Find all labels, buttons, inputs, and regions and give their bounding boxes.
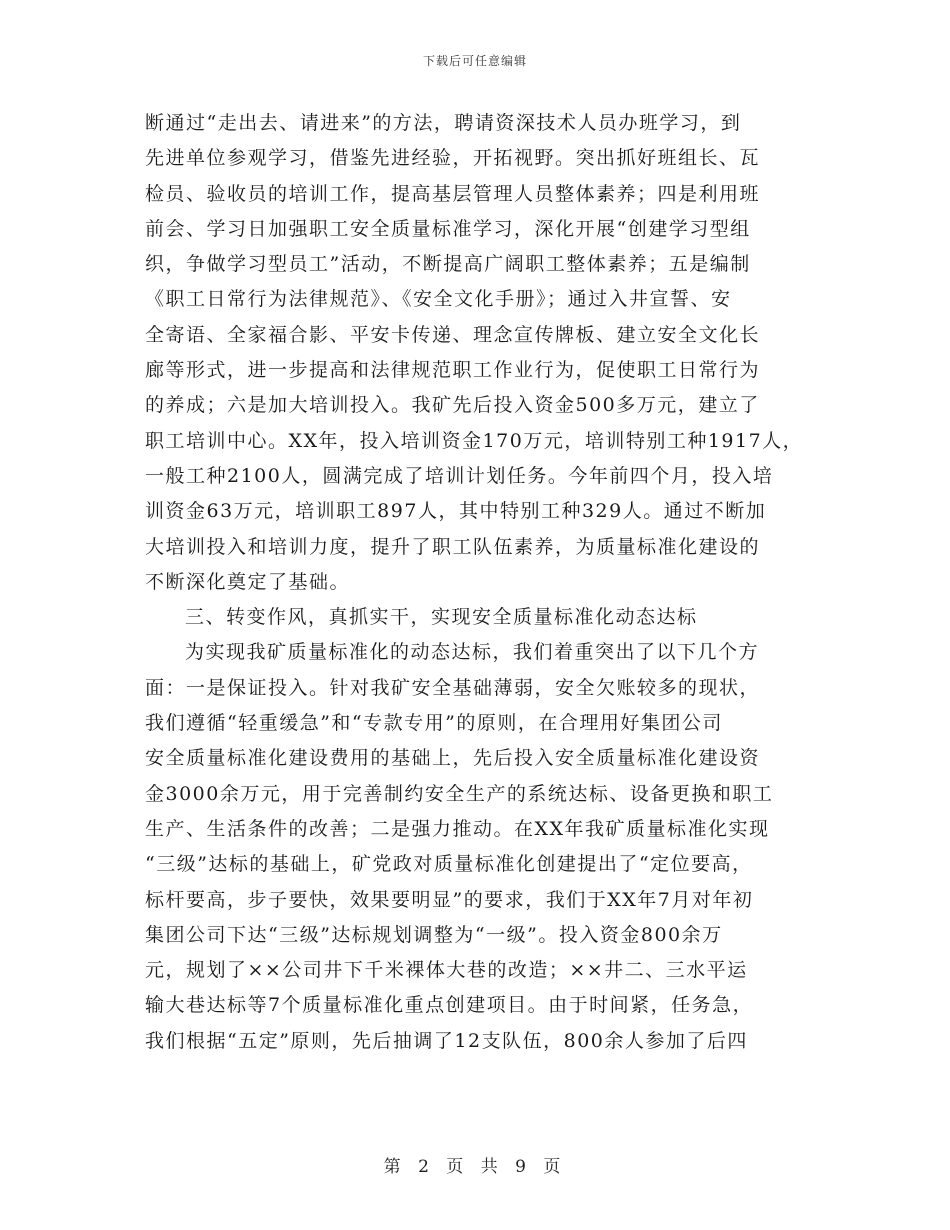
body-line: 我们根据“五定”原则，先后抽调了12支队伍，800余人参加了后四: [145, 1029, 748, 1052]
body-line: 生产、生活条件的改善；二是强力推动。在XX年我矿质量标准化实现: [145, 817, 770, 840]
body-line: 一般工种2100人，圆满完成了培训计划任务。今年前四个月，投入培: [145, 464, 774, 487]
body-line: 输大巷达标等7个质量标准化重点创建项目。由于时间紧，任务急，: [145, 994, 754, 1017]
body-line: 元，规划了××公司井下千米裸体大巷的改造；××井二、三水平运: [145, 959, 748, 982]
page-footer: 第 2 页 共 9 页: [383, 1157, 567, 1177]
body-line: 标杆要高，步子要快，效果要明显”的要求，我们于XX年7月对年初: [145, 888, 754, 911]
body-line: 织，争做学习型员工”活动，不断提高广阔职工整体素养；五是编制: [145, 253, 751, 276]
body-line: 前会、学习日加强职工安全质量标准学习，深化开展“创建学习型组: [145, 217, 751, 240]
body-line: 职工培训中心。XX年，投入培训资金170万元，培训特别工种1917人，: [145, 429, 804, 452]
body-line: 不断深化奠定了基础。: [145, 570, 351, 593]
body-line: “三级”达标的基础上，矿党政对质量标准化创建提出了“定位要高，: [145, 853, 753, 876]
body-line: 金3000余万元，用于完善制约安全生产的系统达标、设备更换和职工: [145, 782, 774, 805]
body-line: 集团公司下达“三级”达标规划调整为“一级”。投入资金800余万: [145, 923, 723, 946]
section-heading: 三、转变作风，真抓实干，实现安全质量标准化动态达标: [185, 606, 698, 629]
body-line: 全寄语、全家福合影、平安卡传递、理念宣传牌板、建立安全文化长: [145, 323, 761, 346]
body-line: 的养成；六是加大培训投入。我矿先后投入资金500多万元，建立了: [145, 394, 760, 417]
body-line: 安全质量标准化建设费用的基础上，先后投入安全质量标准化建设资: [145, 747, 761, 770]
body-line: 我们遵循“轻重缓急”和“专款专用”的原则，在合理用好集团公司: [145, 712, 723, 735]
body-line: 训资金63万元，培训职工897人，其中特别工种329人。通过不断加: [145, 500, 767, 523]
body-line: 为实现我矿质量标准化的动态达标，我们着重突出了以下几个方: [185, 641, 760, 664]
body-line: 大培训投入和培训力度，提升了职工队伍素养，为质量标准化建设的: [145, 535, 761, 558]
body-line: 检员、验收员的培训工作，提高基层管理人员整体素养；四是利用班: [145, 182, 761, 205]
body-line: 先进单位参观学习，借鉴先进经验，开拓视野。突出抓好班组长、瓦: [145, 147, 761, 170]
page-header: 下载后可任意编辑: [422, 54, 527, 68]
body-line: 面：一是保证投入。针对我矿安全基础薄弱，安全欠账较多的现状，: [145, 676, 761, 699]
body-line: 断通过“走出去、请进来”的方法，聘请资深技术人员办班学习，到: [145, 112, 742, 134]
document-body: [145, 106, 820, 1059]
body-line: 廊等形式，进一步提高和法律规范职工作业行为，促使职工日常行为: [145, 359, 761, 382]
body-line: 《职工日常行为法律规范》、《安全文化手册》；通过入井宣誓、安: [145, 288, 732, 311]
